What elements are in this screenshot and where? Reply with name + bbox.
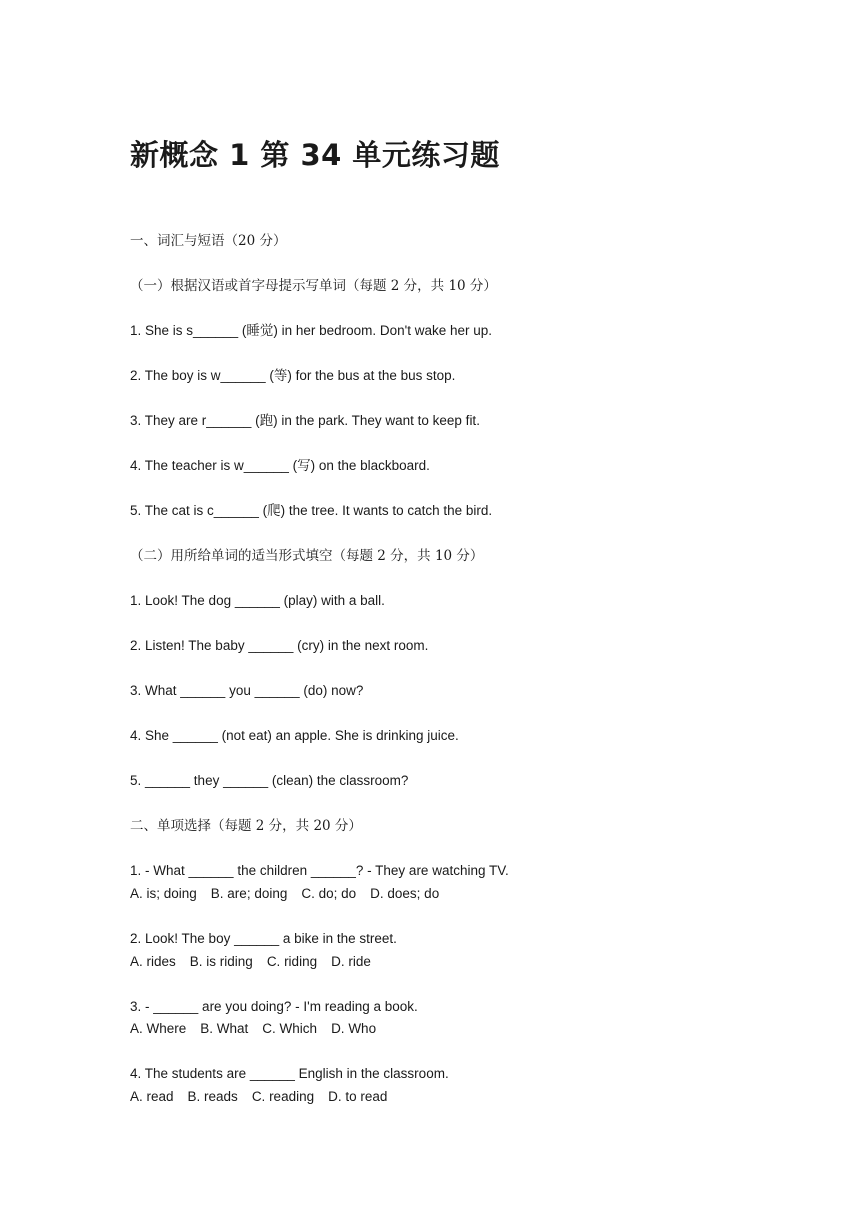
choice-question-2: 2. Look! The boy ______ a bike in the street. (130, 931, 397, 946)
option-d: D. to read (328, 1089, 388, 1104)
option-a: A. Where (130, 1021, 187, 1036)
option-c: C. riding (266, 954, 318, 969)
section1-heading: 一、词汇与短语（20 分） (130, 233, 287, 249)
option-c: C. reading (251, 1089, 315, 1104)
choice-question-4: 4. The students are ______ English in the classroom. (130, 1066, 449, 1081)
choice-options-3 (130, 1019, 376, 1039)
option-b: B. is riding (189, 954, 253, 969)
part1-item-2: 2. The boy is w______ (等) for the bus at the bus stop. (130, 368, 456, 383)
part2-item-2: 2. Listen! The baby ______ (cry) in the next room. (130, 638, 429, 653)
page-title: 新概念 1 第 34 单元练习题 (130, 138, 500, 172)
option-d: D. Who (331, 1021, 377, 1036)
option-d: D. ride (331, 954, 371, 969)
option-a: A. is; doing (130, 886, 197, 901)
part1-item-1: 1. She is s______ (睡觉) in her bedroom. Don't wake her up. (130, 323, 493, 338)
option-a: A. read (130, 1089, 174, 1104)
choice-question-1: 1. - What ______ the children ______? - They are watching TV. (130, 863, 509, 878)
choice-options-4 (130, 1087, 387, 1107)
part1-item-5: 5. The cat is c______ (爬) the tree. It wants to catch the bird. (130, 503, 493, 518)
option-b: B. What (200, 1021, 249, 1036)
option-a: A. rides (130, 954, 176, 969)
part2-item-4: 4. She ______ (not eat) an apple. She is drinking juice. (130, 728, 459, 743)
choice-question-3: 3. - ______ are you doing? - I'm reading a book. (130, 999, 418, 1014)
part1-heading: （一）根据汉语或首字母提示写单词（每题 2 分，共 10 分） (130, 278, 497, 294)
option-b: B. are; doing (210, 886, 288, 901)
part1-item-3: 3. They are r______ (跑) in the park. They want to keep fit. (130, 413, 480, 428)
option-c: C. Which (262, 1021, 318, 1036)
option-d: D. does; do (370, 886, 440, 901)
part2-item-5: 5. ______ they ______ (clean) the classroom? (130, 773, 409, 788)
option-c: C. do; do (301, 886, 357, 901)
part2-item-1: 1. Look! The dog ______ (play) with a ball. (130, 593, 385, 608)
option-b: B. reads (187, 1089, 238, 1104)
section2-heading: 二、单项选择（每题 2 分，共 20 分） (130, 818, 362, 834)
choice-options-1 (130, 884, 439, 904)
choice-options-2 (130, 952, 371, 972)
part2-item-3: 3. What ______ you ______ (do) now? (130, 683, 364, 698)
part2-heading: （二）用所给单词的适当形式填空（每题 2 分，共 10 分） (130, 548, 484, 564)
part1-item-4: 4. The teacher is w______ (写) on the blackboard. (130, 458, 430, 473)
